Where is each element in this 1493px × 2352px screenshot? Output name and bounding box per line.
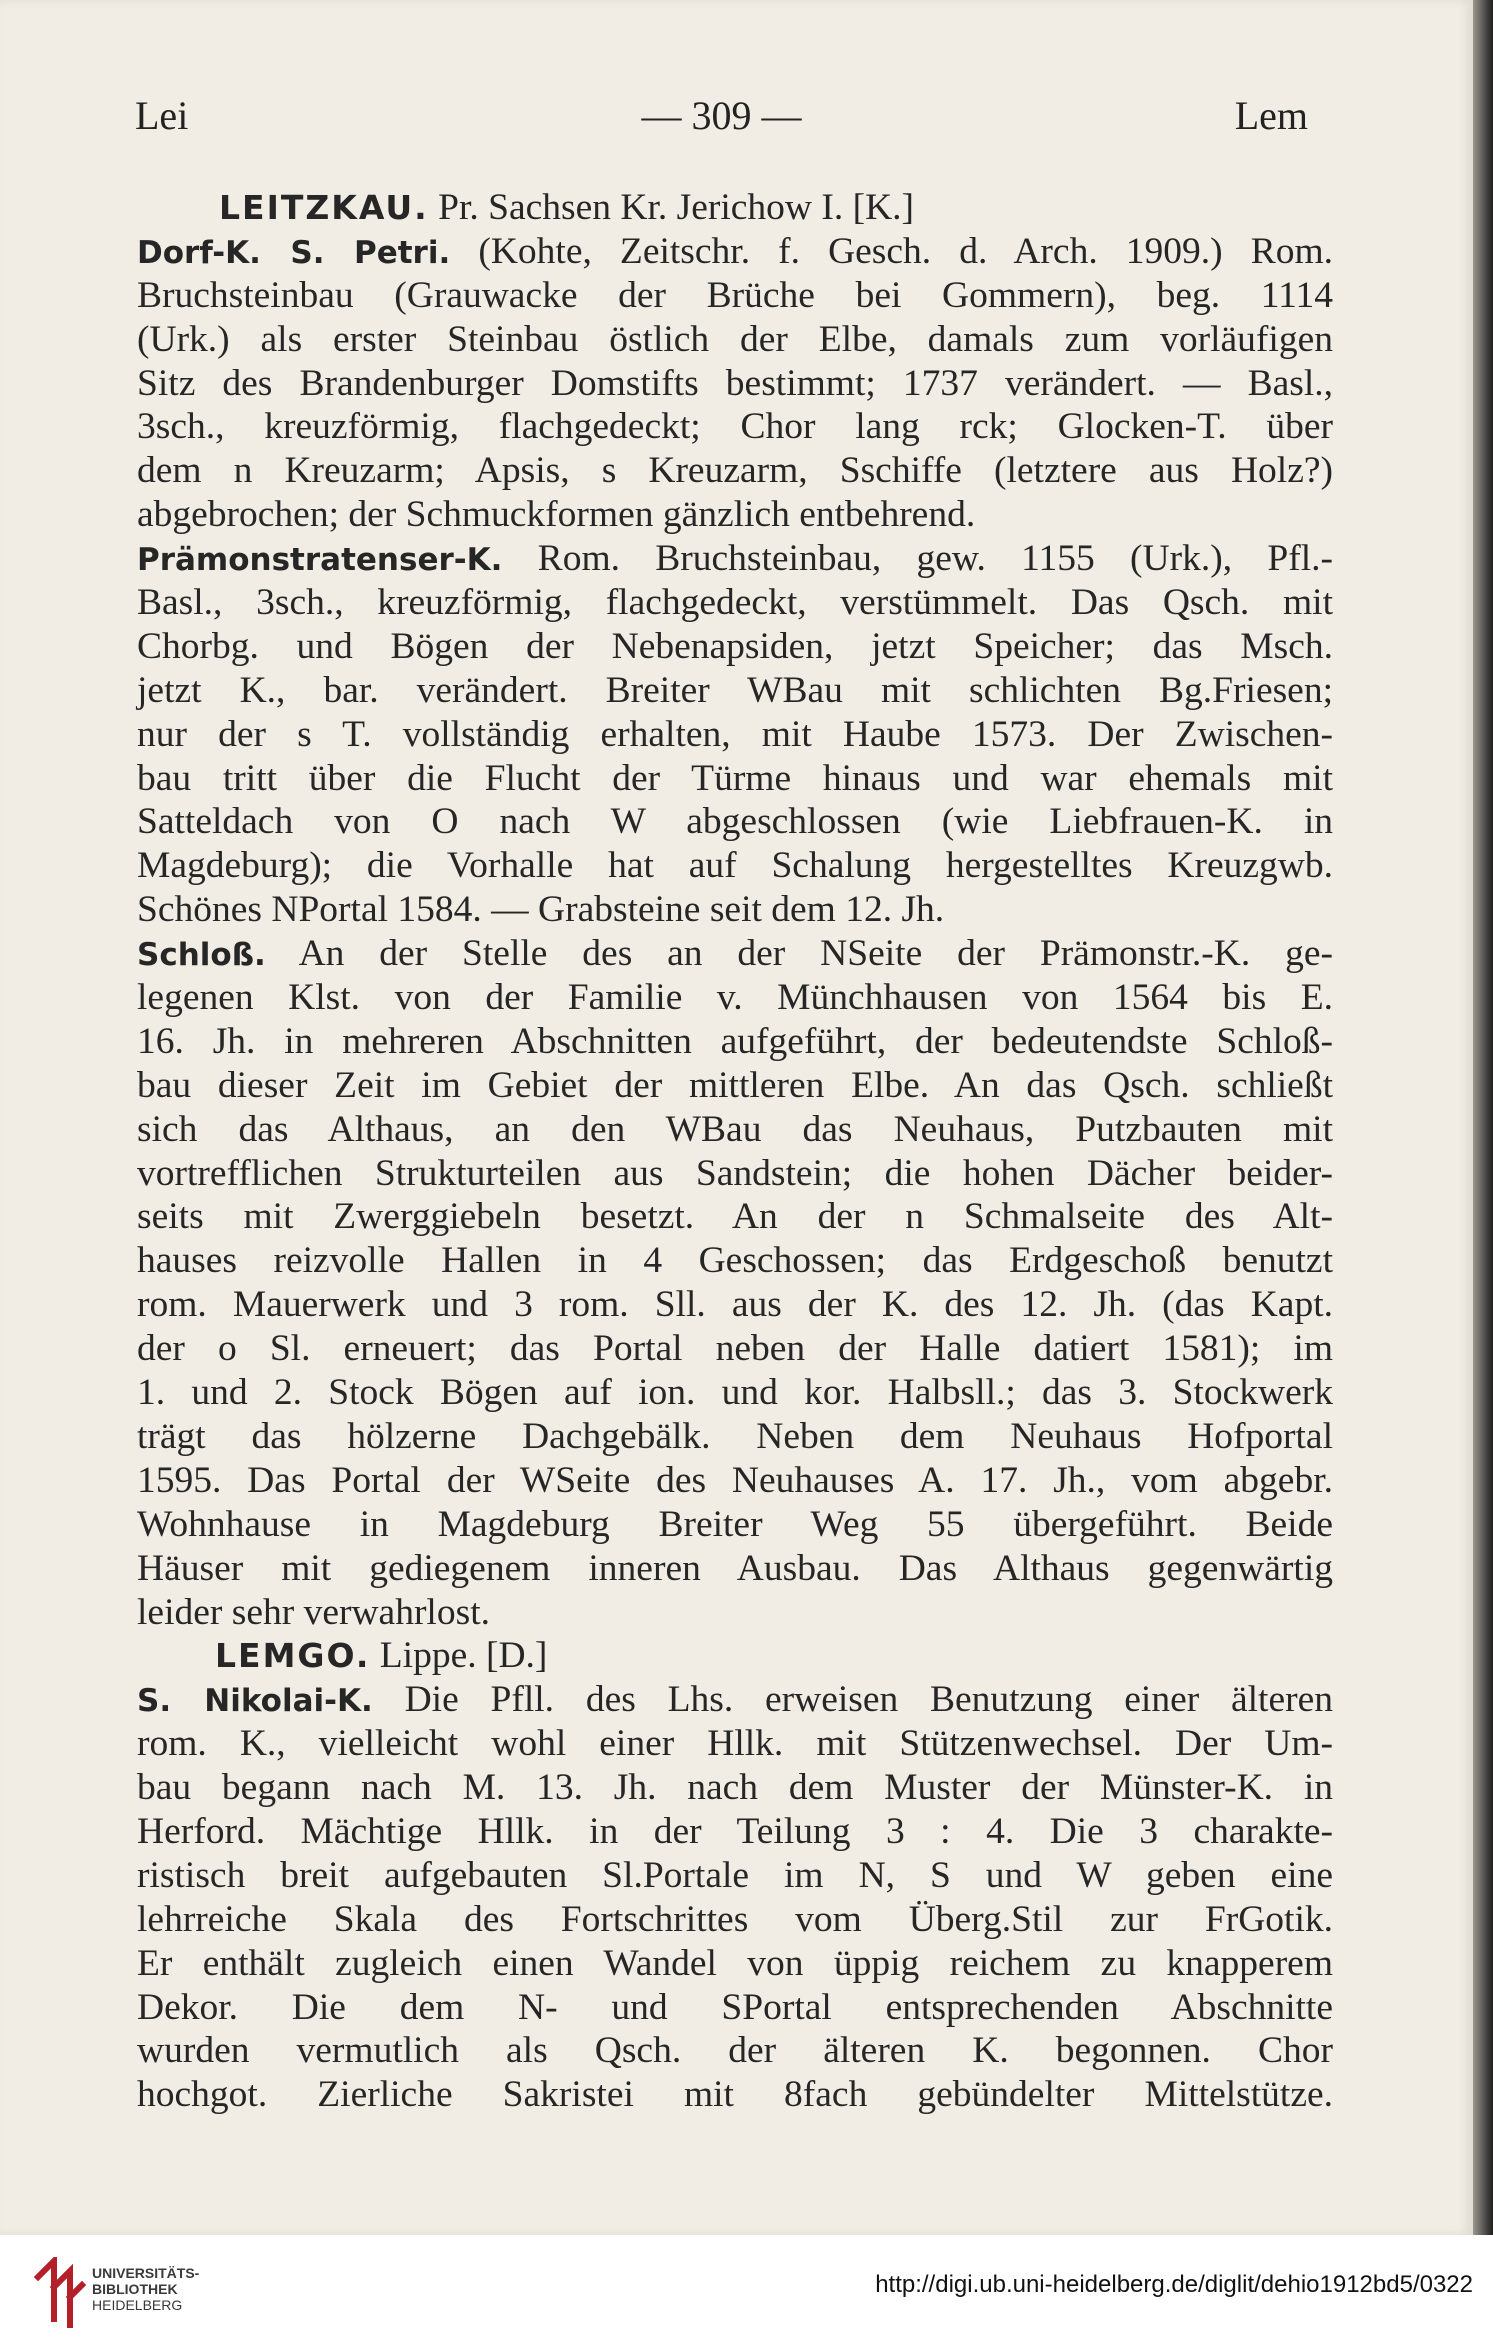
text-line	[137, 1503, 1333, 1547]
text-line	[137, 1591, 1333, 1635]
text-line	[137, 186, 1333, 230]
entry-place-heading: LEMGO.	[215, 1636, 371, 1676]
text-run: Wohnhause in Magdeburg Breiter Weg 55 übergeführt. Beide	[137, 1503, 1333, 1545]
text-line	[137, 362, 1333, 406]
page-edge-shadow	[1473, 0, 1493, 2235]
text-line	[137, 493, 1333, 537]
text-line	[137, 1766, 1333, 1810]
text-run: abgebrochen; der Schmuckformen gänzlich entbehrend.	[137, 494, 976, 536]
text-line	[137, 1283, 1333, 1327]
text-run: Bruchsteinbau (Grauwacke der Brüche bei Gommern), beg. 1114	[137, 274, 1333, 316]
text-line	[137, 2073, 1333, 2117]
entry-subheading: Schloß.	[137, 937, 266, 974]
header-left-catchword: Lei	[135, 93, 189, 138]
text-line	[137, 1942, 1333, 1986]
text-run: nur der s T. vollständig erhalten, mit Haube 1573. Der Zwischen-	[137, 713, 1333, 755]
running-header	[135, 92, 1308, 142]
text-line	[137, 1239, 1333, 1283]
text-run: jetzt K., bar. verändert. Breiter WBau mit schlichten Bg.Friesen;	[137, 669, 1333, 711]
text-line	[137, 932, 1333, 976]
text-line	[137, 1722, 1333, 1766]
text-run: Basl., 3sch., kreuzförmig, flachgedeckt, verstümmelt. Das Qsch. mit	[137, 582, 1333, 624]
text-run: 1. und 2. Stock Bögen auf ion. und kor. Halbsll.; das 3. Stockwerk	[137, 1372, 1333, 1414]
library-name-line-3: HEIDELBERG	[92, 2297, 183, 2313]
text-line	[137, 888, 1333, 932]
text-run: lehrreiche Skala des Fortschrittes vom Überg.Stil zur FrGotik.	[137, 1898, 1333, 1940]
text-line	[137, 230, 1333, 274]
text-line	[137, 1020, 1333, 1064]
text-run: (Kohte, Zeitschr. f. Gesch. d. Arch. 1909.) Rom.	[450, 230, 1333, 272]
text-run: Satteldach von O nach W abgeschlossen (wie Liebfrauen-K. in	[137, 801, 1333, 843]
text-run: vortrefflichen Strukturteilen aus Sandstein; die hohen Dächer beider-	[137, 1152, 1333, 1194]
text-run: Dekor. Die dem N- und SPortal entsprechenden Abschnitte	[137, 1986, 1333, 2028]
text-run: der o Sl. erneuert; das Portal neben der Halle datiert 1581); im	[137, 1328, 1333, 1370]
text-line	[137, 1415, 1333, 1459]
text-run: wurden vermutlich als Qsch. der älteren K. begonnen. Chor	[137, 2030, 1333, 2072]
text-line	[137, 274, 1333, 318]
text-run: An der Stelle des an der NSeite der Prämonstr.-K. ge-	[265, 933, 1333, 975]
entry-place-heading: LEITZKAU.	[219, 188, 429, 227]
library-name-line-1: UNIVERSITÄTS-	[92, 2265, 200, 2281]
text-run: hauses reizvolle Hallen in 4 Geschossen; das Erdgeschoß benutzt	[137, 1240, 1333, 1282]
text-run: ristisch breit aufgebauten Sl.Portale im N, S und W geben eine	[137, 1854, 1333, 1896]
text-line	[137, 713, 1333, 757]
text-run: 16. Jh. in mehreren Abschnitten aufgeführt, der bedeutendste Schloß-	[137, 1020, 1333, 1062]
text-line	[137, 1810, 1333, 1854]
text-run: trägt das hölzerne Dachgebälk. Neben dem Neuhaus Hofportal	[137, 1415, 1333, 1457]
text-run: bau tritt über die Flucht der Türme hinaus und war ehemals mit	[137, 757, 1333, 799]
text-line	[137, 1678, 1333, 1722]
text-line	[137, 976, 1333, 1020]
text-run: Lippe. [D.]	[370, 1635, 548, 1677]
entry-subheading: Dorf-K. S. Petri.	[137, 234, 451, 271]
text-run: legenen Klst. von der Familie v. Münchhausen von 1564 bis E.	[137, 977, 1333, 1019]
text-run: Häuser mit gediegenem inneren Ausbau. Das Althaus gegenwärtig	[137, 1547, 1333, 1589]
text-run: Magdeburg); die Vorhalle hat auf Schalung hergestelltes Kreuzgwb.	[137, 845, 1333, 887]
text-run: dem n Kreuzarm; Apsis, s Kreuzarm, Sschiffe (letztere aus Holz?)	[137, 450, 1333, 492]
text-run: Er enthält zugleich einen Wandel von üppig reichem zu knapperem	[137, 1942, 1333, 1984]
text-run: Rom. Bruchsteinbau, gew. 1155 (Urk.), Pfl.-	[502, 538, 1333, 580]
text-line	[137, 1547, 1333, 1591]
text-line	[137, 1327, 1333, 1371]
text-line	[137, 800, 1333, 844]
text-line	[137, 1898, 1333, 1942]
text-line	[137, 1634, 1333, 1678]
text-run: sich das Althaus, an den WBau das Neuhaus, Putzbauten mit	[137, 1108, 1333, 1150]
text-line	[137, 2029, 1333, 2073]
library-footer-bar	[0, 2235, 1493, 2352]
text-line	[137, 669, 1333, 713]
text-line	[137, 1986, 1333, 2030]
text-run: rom. Mauerwerk und 3 rom. Sll. aus der K. des 12. Jh. (das Kapt.	[137, 1284, 1333, 1326]
text-run: 1595. Das Portal der WSeite des Neuhauses A. 17. Jh., vom abgebr.	[137, 1459, 1333, 1501]
header-right-catchword: Lem	[1234, 93, 1308, 138]
text-run: Schönes NPortal 1584. — Grabsteine seit dem 12. Jh.	[137, 889, 945, 931]
text-run: Sitz des Brandenburger Domstifts bestimmt; 1737 verändert. — Basl.,	[137, 362, 1333, 404]
text-run: seits mit Zwerggiebeln besetzt. An der n Schmalseite des Alt-	[137, 1196, 1333, 1238]
library-name	[92, 2265, 199, 2313]
text-line	[137, 581, 1333, 625]
source-url-link[interactable]: http://digi.ub.uni-heidelberg.de/diglit/dehio1912bd5/0322	[875, 2271, 1473, 2298]
text-line	[137, 1854, 1333, 1898]
text-run: 3sch., kreuzförmig, flachgedeckt; Chor lang rck; Glocken-T. über	[137, 406, 1333, 448]
text-run: Herford. Mächtige Hllk. in der Teilung 3 : 4. Die 3 charakte-	[137, 1810, 1333, 1852]
text-run: rom. K., vielleicht wohl einer Hllk. mit Stützenwechsel. Der Um-	[137, 1723, 1333, 1765]
text-run: leider sehr verwahrlost.	[137, 1591, 490, 1633]
library-name-line-2: BIBLIOTHEK	[92, 2281, 178, 2297]
text-line	[137, 1108, 1333, 1152]
text-line	[137, 625, 1333, 669]
text-run: bau begann nach M. 13. Jh. nach dem Muster der Münster-K. in	[137, 1767, 1333, 1809]
page-number: — 309 —	[641, 93, 802, 138]
text-run: (Urk.) als erster Steinbau östlich der Elbe, damals zum vorläufigen	[137, 318, 1333, 360]
text-line	[137, 405, 1333, 449]
text-line	[137, 318, 1333, 362]
text-line	[137, 1195, 1333, 1239]
entry-subheading: S. Nikolai-K.	[137, 1683, 373, 1720]
text-line	[137, 537, 1333, 581]
body-text	[137, 186, 1333, 2117]
text-run: Pr. Sachsen Kr. Jerichow I. [K.]	[428, 187, 915, 228]
text-run: hochgot. Zierliche Sakristei mit 8fach gebündelter Mittelstütze.	[137, 2074, 1333, 2116]
text-line	[137, 844, 1333, 888]
text-line	[137, 449, 1333, 493]
text-line	[137, 757, 1333, 801]
entry-subheading: Prämonstratenser-K.	[137, 542, 503, 579]
text-line	[137, 1064, 1333, 1108]
text-line	[137, 1152, 1333, 1196]
text-run: bau dieser Zeit im Gebiet der mittleren Elbe. An das Qsch. schließt	[137, 1064, 1333, 1106]
library-logo-icon	[34, 2257, 86, 2329]
text-line	[137, 1371, 1333, 1415]
text-run: Die Pfll. des Lhs. erweisen Benutzung einer älteren	[372, 1679, 1334, 1721]
text-run: Chorbg. und Bögen der Nebenapsiden, jetzt Speicher; das Msch.	[137, 625, 1333, 667]
text-line	[137, 1459, 1333, 1503]
